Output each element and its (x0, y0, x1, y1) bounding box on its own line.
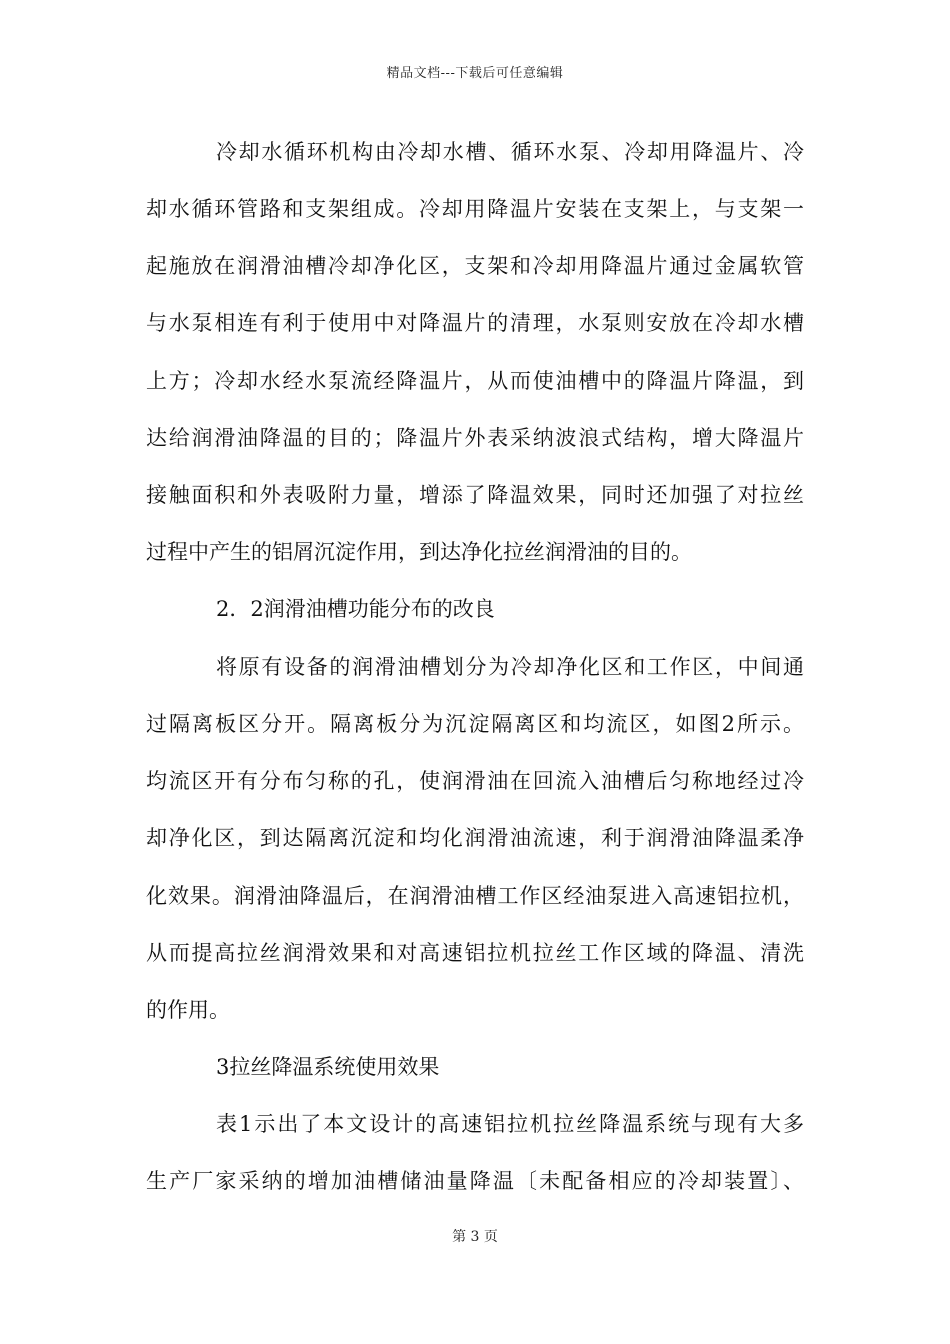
text-line: 将原有设备的润滑油槽划分为冷却净化区和工作区，中间通 (216, 655, 804, 679)
text-line: 与水泵相连有利于使用中对降温片的清理，水泵则安放在冷却水槽 (146, 311, 804, 335)
text-line: 达给润滑油降温的目的；降温片外表采纳波浪式结构，增大降温片 (146, 426, 804, 450)
text-line: 的作用。 (146, 998, 230, 1022)
text-line: 化效果。润滑油降温后，在润滑油槽工作区经油泵进入高速铝拉机， (146, 884, 804, 908)
text-line: 却水循环管路和支架组成。冷却用降温片安装在支架上，与支架一 (146, 197, 804, 221)
text-line: 生产厂家采纳的增加油槽储油量降温〔未配备相应的冷却装置〕、 (146, 1169, 804, 1193)
text-line: 上方；冷却水经水泵流经降温片，从而使油槽中的降温片降温，到 (146, 369, 804, 393)
text-line: 表1示出了本文设计的高速铝拉机拉丝降温系统与现有大多 (216, 1112, 804, 1136)
text-line: 冷却水循环机构由冷却水槽、循环水泵、冷却用降温片、冷 (216, 140, 804, 164)
text-line: 过程中产生的铝屑沉淀作用，到达净化拉丝润滑油的目的。 (146, 540, 692, 564)
text-line: 却净化区，到达隔离沉淀和均化润滑油流速，利于润滑油降温柔净 (146, 826, 804, 850)
section-heading-2-2: 2．2润滑油槽功能分布的改良 (216, 597, 495, 621)
text-line: 接触面积和外表吸附力量，增添了降温效果，同时还加强了对拉丝 (146, 483, 804, 507)
text-line: 均流区开有分布匀称的孔，使润滑油在回流入油槽后匀称地经过冷 (146, 769, 804, 793)
section-heading-3: 3拉丝降温系统使用效果 (216, 1055, 440, 1079)
page-header: 精品文档---下载后可任意编辑 (386, 66, 564, 81)
page-number: 第 3 页 (452, 1229, 498, 1245)
text-line: 从而提高拉丝润滑效果和对高速铝拉机拉丝工作区域的降温、清洗 (146, 941, 804, 965)
text-line: 起施放在润滑油槽冷却净化区，支架和冷却用降温片通过金属软管 (146, 254, 804, 278)
text-line: 过隔离板区分开。隔离板分为沉淀隔离区和均流区，如图2所示。 (146, 712, 804, 736)
